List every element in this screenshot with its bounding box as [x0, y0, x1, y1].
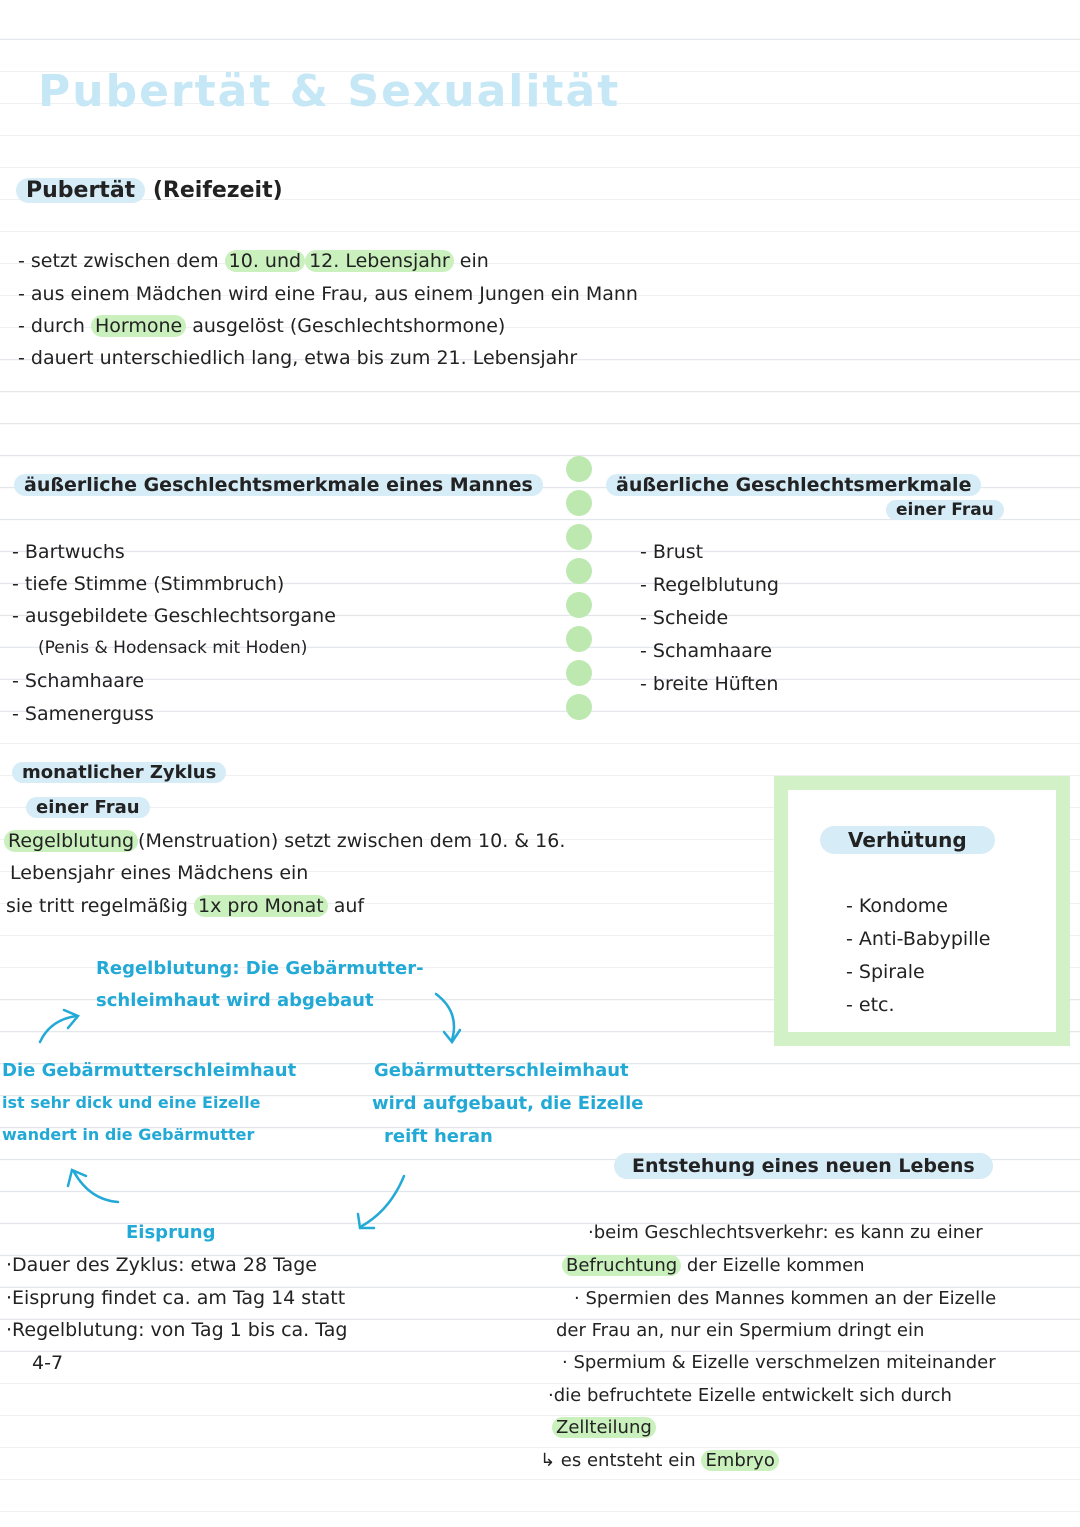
zyklus-p1-line2: Lebensjahr eines Mädchens ein [10, 862, 309, 884]
entstehung-line: ·beim Geschlechtsverkehr: es kann zu einer [588, 1222, 983, 1243]
verhuetung-heading: Verhütung [820, 826, 995, 854]
verhuetung-item: - Spirale [846, 961, 925, 983]
page-title: Pubertät & Sexualität [38, 66, 621, 117]
frau-item: - Schamhaare [640, 640, 773, 662]
pubertaet-heading: Pubertät [16, 178, 145, 203]
highlight: Befruchtung [562, 1255, 681, 1276]
verhuetung-item: - Anti-Babypille [846, 928, 991, 950]
entstehung-line [540, 1450, 779, 1471]
frau-item: - Regelblutung [640, 574, 779, 596]
mann-item: - Schamhaare [12, 670, 145, 692]
highlight: Regelblutung [4, 830, 138, 852]
item-text: - setzt zwischen dem [18, 250, 219, 272]
pubertaet-item-2: - aus einem Mädchen wird eine Frau, aus einem Jungen ein Mann [18, 283, 638, 305]
cycle-left-3: wandert in die Gebärmutter [2, 1125, 255, 1144]
zyklus-heading-2: einer Frau [26, 797, 150, 818]
frau-item: - Brust [640, 541, 704, 563]
highlight: Hormone [91, 315, 186, 337]
mann-item: - ausgebildete Geschlechtsorgane [12, 605, 336, 627]
verhuetung-item: - Kondome [846, 895, 948, 917]
cycle-top-2: schleimhaut wird abgebaut [96, 990, 374, 1011]
arrow-up-right [40, 1016, 76, 1042]
cycle-right-2: wird aufgebaut, die Eizelle [372, 1093, 644, 1114]
entstehung-text: ↳ es entsteht ein [540, 1450, 696, 1471]
arrow-down-left [362, 1176, 404, 1226]
cycle-left-1: Die Gebärmutterschleimhaut [2, 1060, 297, 1081]
pubertaet-heading-suffix: (Reifezeit) [152, 178, 283, 203]
pubertaet-item-4: - dauert unterschiedlich lang, etwa bis zum 21. Lebensjahr [18, 347, 578, 369]
mann-item: - tiefe Stimme (Stimmbruch) [12, 573, 285, 595]
frau-heading-2: einer Frau [886, 500, 1004, 520]
cycle-top-1: Regelblutung: Die Gebärmutter- [96, 958, 424, 979]
mann-item: - Samenerguss [12, 703, 154, 725]
highlight: Embryo [701, 1450, 778, 1471]
highlight: 1x pro Monat [194, 895, 328, 917]
entstehung-line [552, 1417, 656, 1438]
zyklus-fact: ·Regelblutung: von Tag 1 bis ca. Tag [6, 1319, 348, 1341]
frau-item: - breite Hüften [640, 673, 779, 695]
frau-heading: äußerliche Geschlechtsmerkmale [606, 474, 981, 496]
entstehung-line: · Spermium & Eizelle verschmelzen miteinander [562, 1352, 996, 1373]
highlight: 10. und [225, 250, 305, 272]
arrow-up-left [74, 1172, 118, 1202]
verhuetung-item: - etc. [846, 994, 895, 1016]
cycle-left-2: ist sehr dick und eine Eizelle [2, 1093, 261, 1112]
entstehung-line: · Spermien des Mannes kommen an der Eizelle [574, 1288, 997, 1309]
entstehung-heading: Entstehung eines neuen Lebens [614, 1153, 993, 1179]
cycle-bottom: Eisprung [126, 1222, 216, 1243]
item-text: - durch [18, 315, 85, 337]
zyklus-text: (Menstruation) setzt zwischen dem 10. & 16. [138, 830, 566, 852]
zyklus-heading: monatlicher Zyklus [12, 762, 226, 783]
entstehung-line: der Frau an, nur ein Spermium dringt ein [556, 1320, 925, 1341]
item-text: ausgelöst (Geschlechtshormone) [192, 315, 506, 337]
zyklus-text: sie tritt regelmäßig [6, 895, 188, 917]
highlight: 12. Lebensjahr [305, 250, 454, 272]
mann-item: (Penis & Hodensack mit Hoden) [38, 638, 308, 658]
zyklus-text: auf [333, 895, 365, 917]
frau-item: - Scheide [640, 607, 729, 629]
zyklus-fact: 4-7 [32, 1352, 64, 1374]
entstehung-heading-wrap [614, 1155, 993, 1177]
entstehung-line [562, 1255, 865, 1276]
mann-item: - Bartwuchs [12, 541, 125, 563]
mann-heading: äußerliche Geschlechtsmerkmale eines Mannes [14, 474, 543, 496]
zyklus-fact: ·Dauer des Zyklus: etwa 28 Tage [6, 1254, 317, 1276]
zyklus-fact: ·Eisprung findet ca. am Tag 14 statt [6, 1287, 346, 1309]
entstehung-text: der Eizelle kommen [686, 1255, 865, 1276]
entstehung-line: ·die befruchtete Eizelle entwickelt sich durch [548, 1385, 952, 1406]
item-text: ein [459, 250, 489, 272]
verhuetung-heading-wrap [820, 828, 995, 852]
highlight: Zellteilung [552, 1417, 656, 1438]
cycle-right-3: reift heran [384, 1126, 493, 1147]
cycle-right-1: Gebärmutterschleimhaut [374, 1060, 629, 1081]
